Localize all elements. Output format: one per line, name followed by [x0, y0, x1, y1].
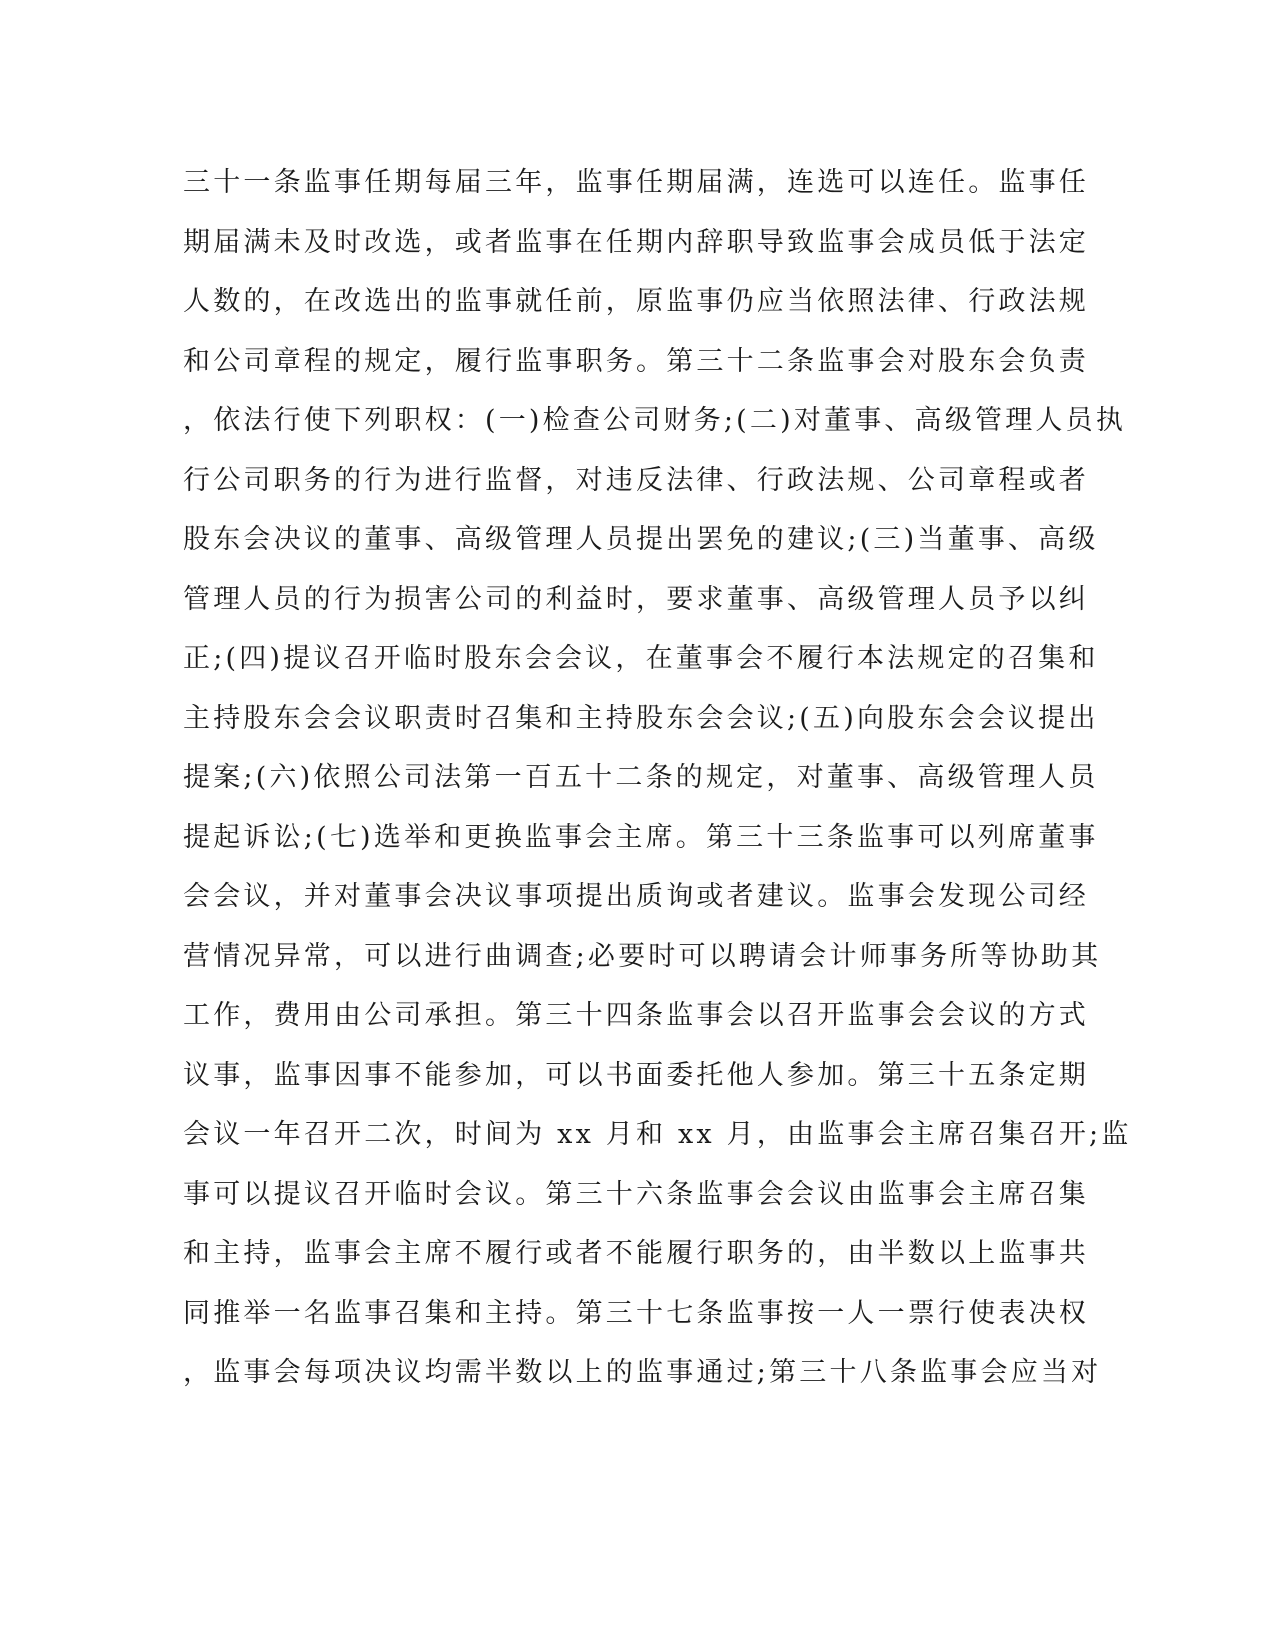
text-line: 议事，监事因事不能参加，可以书面委托他人参加。第三十五条定期	[183, 1059, 1089, 1091]
text-line: 和公司章程的规定，履行监事职务。第三十二条监事会对股东会负责	[183, 345, 1089, 377]
text-line: 正;(四)提议召开临时股东会会议，在董事会不履行本法规定的召集和	[183, 643, 1099, 674]
text-line: 营情况异常，可以进行曲调查;必要时可以聘请会计师事务所等协助其	[183, 940, 1102, 972]
text-line: 同推举一名监事召集和主持。第三十七条监事按一人一票行使表决权	[183, 1297, 1089, 1329]
text-line: ，监事会每项决议均需半数以上的监事通过;第三十八条监事会应当对	[183, 1357, 1102, 1388]
text-line: 提案;(六)依照公司法第一百五十二条的规定，对董事、高级管理人员	[183, 762, 1099, 793]
text-line: 会会议，并对董事会决议事项提出质询或者建议。监事会发现公司经	[183, 881, 1089, 912]
text-line: 期届满未及时改选，或者监事在任期内辞职导致监事会成员低于法定	[183, 226, 1089, 258]
text-line: 事可以提议召开临时会议。第三十六条监事会会议由监事会主席召集	[183, 1178, 1089, 1210]
text-line: 管理人员的行为损害公司的利益时，要求董事、高级管理人员予以纠	[183, 583, 1089, 615]
text-line: 和主持，监事会主席不履行或者不能履行职务的，由半数以上监事共	[183, 1238, 1089, 1269]
text-line: 工作，费用由公司承担。第三十四条监事会以召开监事会会议的方式	[183, 1000, 1089, 1031]
text-line: 行公司职务的行为进行监督，对违反法律、行政法规、公司章程或者	[183, 464, 1089, 496]
text-line: ，依法行使下列职权：(一)检查公司财务;(二)对董事、高级管理人员执	[183, 405, 1127, 436]
text-line: 主持股东会会议职责时召集和主持股东会会议;(五)向股东会会议提出	[183, 702, 1099, 734]
body-text	[183, 158, 1132, 1408]
text-line: 三十一条监事任期每届三年，监事任期届满，连选可以连任。监事任	[183, 167, 1089, 198]
text-line: 股东会决议的董事、高级管理人员提出罢免的建议;(三)当董事、高级	[183, 524, 1099, 555]
text-line: 提起诉讼;(七)选举和更换监事会主席。第三十三条监事可以列席董事	[183, 821, 1099, 853]
text-line: 会议一年召开二次，时间为 xx 月和 xx 月，由监事会主席召集召开;监	[183, 1119, 1132, 1150]
text-line: 人数的，在改选出的监事就任前，原监事仍应当依照法律、行政法规	[183, 286, 1089, 317]
